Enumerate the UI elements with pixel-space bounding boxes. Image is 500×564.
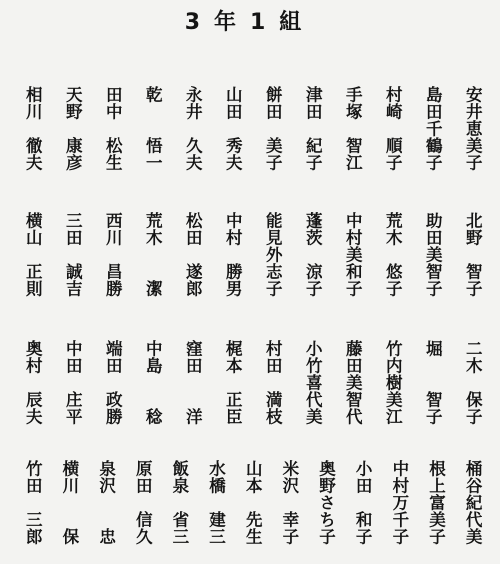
student-name-text: 乾 悟一 (143, 86, 163, 171)
student-name-text: 根上富美子 (426, 460, 446, 545)
student-name-text: 餅田 美子 (263, 86, 283, 171)
page-title: 3年1組 (184, 10, 316, 35)
student-name-text: 中島 稔 (143, 340, 163, 425)
student-name (134, 86, 170, 204)
student-name (14, 460, 50, 564)
student-name (214, 340, 250, 458)
student-name-text: 飯泉 省三 (169, 460, 189, 545)
student-name (334, 340, 370, 458)
student-name-text: 堀 智子 (423, 340, 443, 425)
student-name-text: 北野 智子 (463, 212, 483, 297)
student-name (454, 212, 490, 330)
student-name (294, 86, 330, 204)
student-name (414, 86, 450, 204)
student-name (134, 340, 170, 458)
student-name-text: 二木 保子 (463, 340, 483, 425)
student-name-text: 天野 康彦 (63, 86, 83, 171)
student-name-text: 桶谷紀代美 (463, 460, 483, 545)
student-name (54, 86, 90, 204)
student-name (54, 212, 90, 330)
student-name-text: 山田 秀夫 (223, 86, 243, 171)
student-name-text: 永井 久夫 (183, 86, 203, 171)
student-name-text: 能見外志子 (263, 212, 283, 297)
student-name-text: 小田 和子 (353, 460, 373, 545)
student-name (254, 86, 290, 204)
student-name-text: 西川 昌勝 (103, 212, 123, 297)
student-name-text: 泉沢 忠 (96, 460, 116, 545)
student-name (374, 212, 410, 330)
student-name-text: 中村美和子 (343, 212, 363, 297)
student-name (454, 460, 490, 564)
student-name-text: 松田 遂郎 (183, 212, 203, 297)
student-name-text: 原田 信久 (133, 460, 153, 545)
student-name (271, 460, 307, 564)
student-name-text: 竹内樹美江 (383, 340, 403, 425)
student-name (417, 460, 453, 564)
student-name (14, 212, 50, 330)
student-name (51, 460, 87, 564)
student-name-text: 津田 紀子 (303, 86, 323, 171)
student-name (454, 86, 490, 204)
student-name (214, 86, 250, 204)
student-name (254, 212, 290, 330)
student-name-text: 蓬茨 涼子 (303, 212, 323, 297)
student-name (334, 212, 370, 330)
student-name (307, 460, 343, 564)
roster-row-3 (14, 340, 490, 458)
student-name (134, 212, 170, 330)
student-name (414, 340, 450, 458)
student-name (334, 86, 370, 204)
student-name (294, 340, 330, 458)
student-name-text: 相川 徹夫 (23, 86, 43, 171)
student-name (174, 212, 210, 330)
roster-row-2 (14, 212, 490, 330)
roster-row-4 (14, 460, 490, 564)
student-name-text: 中田 庄平 (63, 340, 83, 425)
student-name (414, 212, 450, 330)
student-name-text: 梶本 正臣 (223, 340, 243, 425)
roster-row-1 (14, 86, 490, 204)
student-name (254, 340, 290, 458)
student-name (344, 460, 380, 564)
student-name-text: 奥野さち子 (316, 460, 336, 545)
student-name (161, 460, 197, 564)
student-name-text: 横山 正則 (23, 212, 43, 297)
student-name (94, 212, 130, 330)
student-name (197, 460, 233, 564)
student-name (294, 212, 330, 330)
student-name-text: 小竹喜代美 (303, 340, 323, 425)
student-name-text: 中村万千子 (389, 460, 409, 545)
student-name (54, 340, 90, 458)
student-name (234, 460, 270, 564)
student-name-text: 島田千鶴子 (423, 86, 443, 171)
student-name (14, 86, 50, 204)
student-name (94, 86, 130, 204)
student-name-text: 窪田 洋 (183, 340, 203, 425)
student-name-text: 田中 松生 (103, 86, 123, 171)
student-name (14, 340, 50, 458)
student-name (381, 460, 417, 564)
student-name-text: 横川 保 (59, 460, 79, 545)
student-name (174, 340, 210, 458)
student-name-text: 村崎 順子 (383, 86, 403, 171)
student-name-text: 端田 政勝 (103, 340, 123, 425)
student-name-text: 荒木 潔 (143, 212, 163, 297)
student-name-text: 中村 勝男 (223, 212, 243, 297)
student-name (94, 340, 130, 458)
student-name-text: 荒木 悠子 (383, 212, 403, 297)
student-name-text: 安井恵美子 (463, 86, 483, 171)
student-name-text: 手塚 智江 (343, 86, 363, 171)
student-name (214, 212, 250, 330)
student-name-text: 三田 誠吉 (63, 212, 83, 297)
student-name (374, 86, 410, 204)
student-name-text: 助田美智子 (423, 212, 443, 297)
student-name (87, 460, 123, 564)
student-name-text: 水橋 建三 (206, 460, 226, 545)
student-name (454, 340, 490, 458)
student-name-text: 山本 先生 (243, 460, 263, 545)
student-name (374, 340, 410, 458)
student-name-text: 藤田美智代 (343, 340, 363, 425)
student-name-text: 奥村 辰夫 (23, 340, 43, 425)
student-name (124, 460, 160, 564)
student-name-text: 竹田 三郎 (23, 460, 43, 545)
student-name-text: 米沢 幸子 (279, 460, 299, 545)
student-name-text: 村田 満枝 (263, 340, 283, 425)
student-name (174, 86, 210, 204)
